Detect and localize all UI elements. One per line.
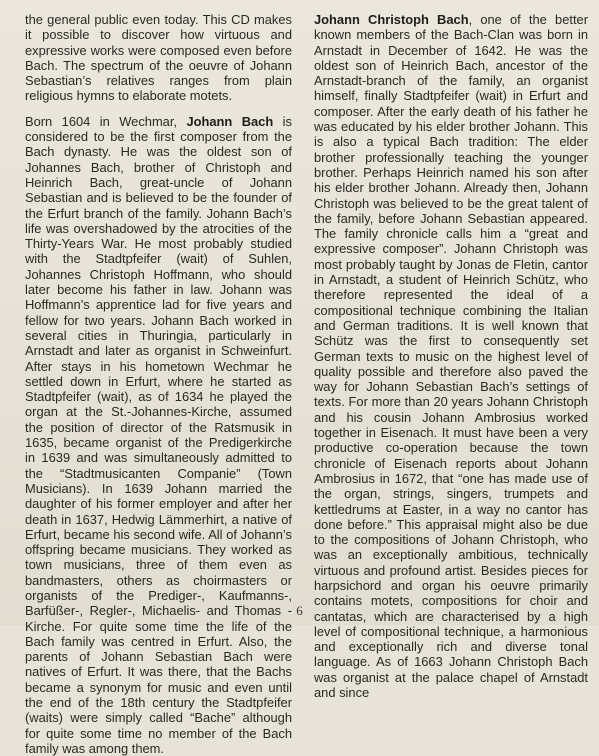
left-text-column [25, 12, 292, 756]
page-number: 6 [296, 603, 303, 618]
johann-christoph-bach-body-text: , one of the better known members of the Bach-Clan was born in Arnstadt in December of 1642. He was the oldest son of Heinrich Bach, ancestor of the Arnstadt-branch of the family, an organist himself, finally Stadtpfeifer (wait) in Erfurt and composer. After the early death of his father he was educated by his elder brother Johann. This is also a typical Bach tradition: The elder brother professionally teaching the younger brother. Perhaps Heinrich named his son after his elder brother Johann. Already then, Johann Christoph was believed to be the great talent of the family, before Johann Sebastian appeared. The family chronicle calls him a “great and expressive composer”. Johann Christoph was most probably taught by Jonas de Fletin, cantor in Arnstadt, a student of Heinrich Schütz, who therefore represented the ideal of a compositional technique combining the Italian and German traditions. It is well known that Schütz was the first to consequently set German texts to music on the highest level of quality possible and therefore also paved the way for Johann Sebastian Bach’s settings of texts. For more than 20 years Johann Christoph and his cousin Johann Ambrosius worked together in Eisenach. It must have been a very productive co-operation because the town chronicle of Eisenach reports about Johann Ambrosius in 1672, that “one has made use of the organ, strings, singers, trumpets and kettledrums at Easter, in a way no cantor has done before.” This appraisal might also be due to the compositions of Johann Christoph, who was an exceptionally ambitious, technically virtuous and profound artist. Besides pieces for harpsichord and organ his oeuvre primarily contains motets, compositions for choir and cantatas, which are characterised by a high level of compositional technique, a harmonious and exceptionally rich and diverse tonal language. As of 1663 Johann Christoph Bach was organist at the palace chapel of Arnstadt and since [314, 12, 588, 701]
johann-christoph-bach-paragraph [314, 12, 588, 700]
intro-paragraph: the general public even today. This CD makes it possible to discover how virtuous and expressive works were composed even before Bach. The spectrum of the oeuvre of Johann Sebastian’s relatives ranges from plain religious hymns to elaborate motets. [25, 12, 292, 104]
johann-bach-body-text: is considered to be the first composer from the Bach dynasty. He was the oldest son of Johannes Bach, brother of Christoph and Heinrich Bach, great-uncle of Johann Sebastian and is believed to be the founder of the Erfurt branch of the family. Johann Bach’s life was overshadowed by the atrocities of the Thirty-Years War. He most probably studied with the Stadtpfeifer (wait) of Suhlen, Johannes Christoph Hoffmann, who should later become his father in law. Johann was Hoffmann’s apprentice lad for five years and fellow for two years. Johann Bach worked in several cities in Thuringia, particularly in Arnstadt and later as organist in Schweinfurt. After stays in his hometown Wechmar he settled down in Erfurt, where he started as Stadtpfeifer (wait), as of 1634 he played the organ at the St.-Johannes-Kirche, assumed the position of director of the Ratsmusik in 1635, became organist of the Predigerkirche in 1639 and was simultaneously admitted to the “Stadtmusicanten Companie” (Town Musicians). In 1639 Johann married the daughter of his former employer and after her death in 1637, Hedwig Lämmerhirt, a native of Erfurt, became his second wife. All of Johann’s offspring became musicians. They worked as town musicians, three of them even as bandmasters, others as choirmasters or organists of the Prediger-, Kaufmanns-, Barfüßer-, Regler-, Michaelis- and Thomas -Kirche. For quite some time the life of the Bach family was centred in Erfurt. Also, the parents of Johann Sebastian Bach were natives of Erfurt. It was there, that the Bachs became a synonym for music and even until the end of the 18th century the Stadtpfeifer (waits) were simply called “Bache” although for quite some time no member of the Bach family was among them. [25, 113, 292, 756]
johann-bach-intro-text: Born 1604 in Wechmar, [25, 113, 187, 129]
right-text-column [314, 12, 588, 700]
johann-bach-paragraph [25, 114, 292, 756]
johann-christoph-bach-name: Johann Christoph Bach [314, 12, 469, 27]
johann-bach-name: Johann Bach [186, 113, 274, 129]
